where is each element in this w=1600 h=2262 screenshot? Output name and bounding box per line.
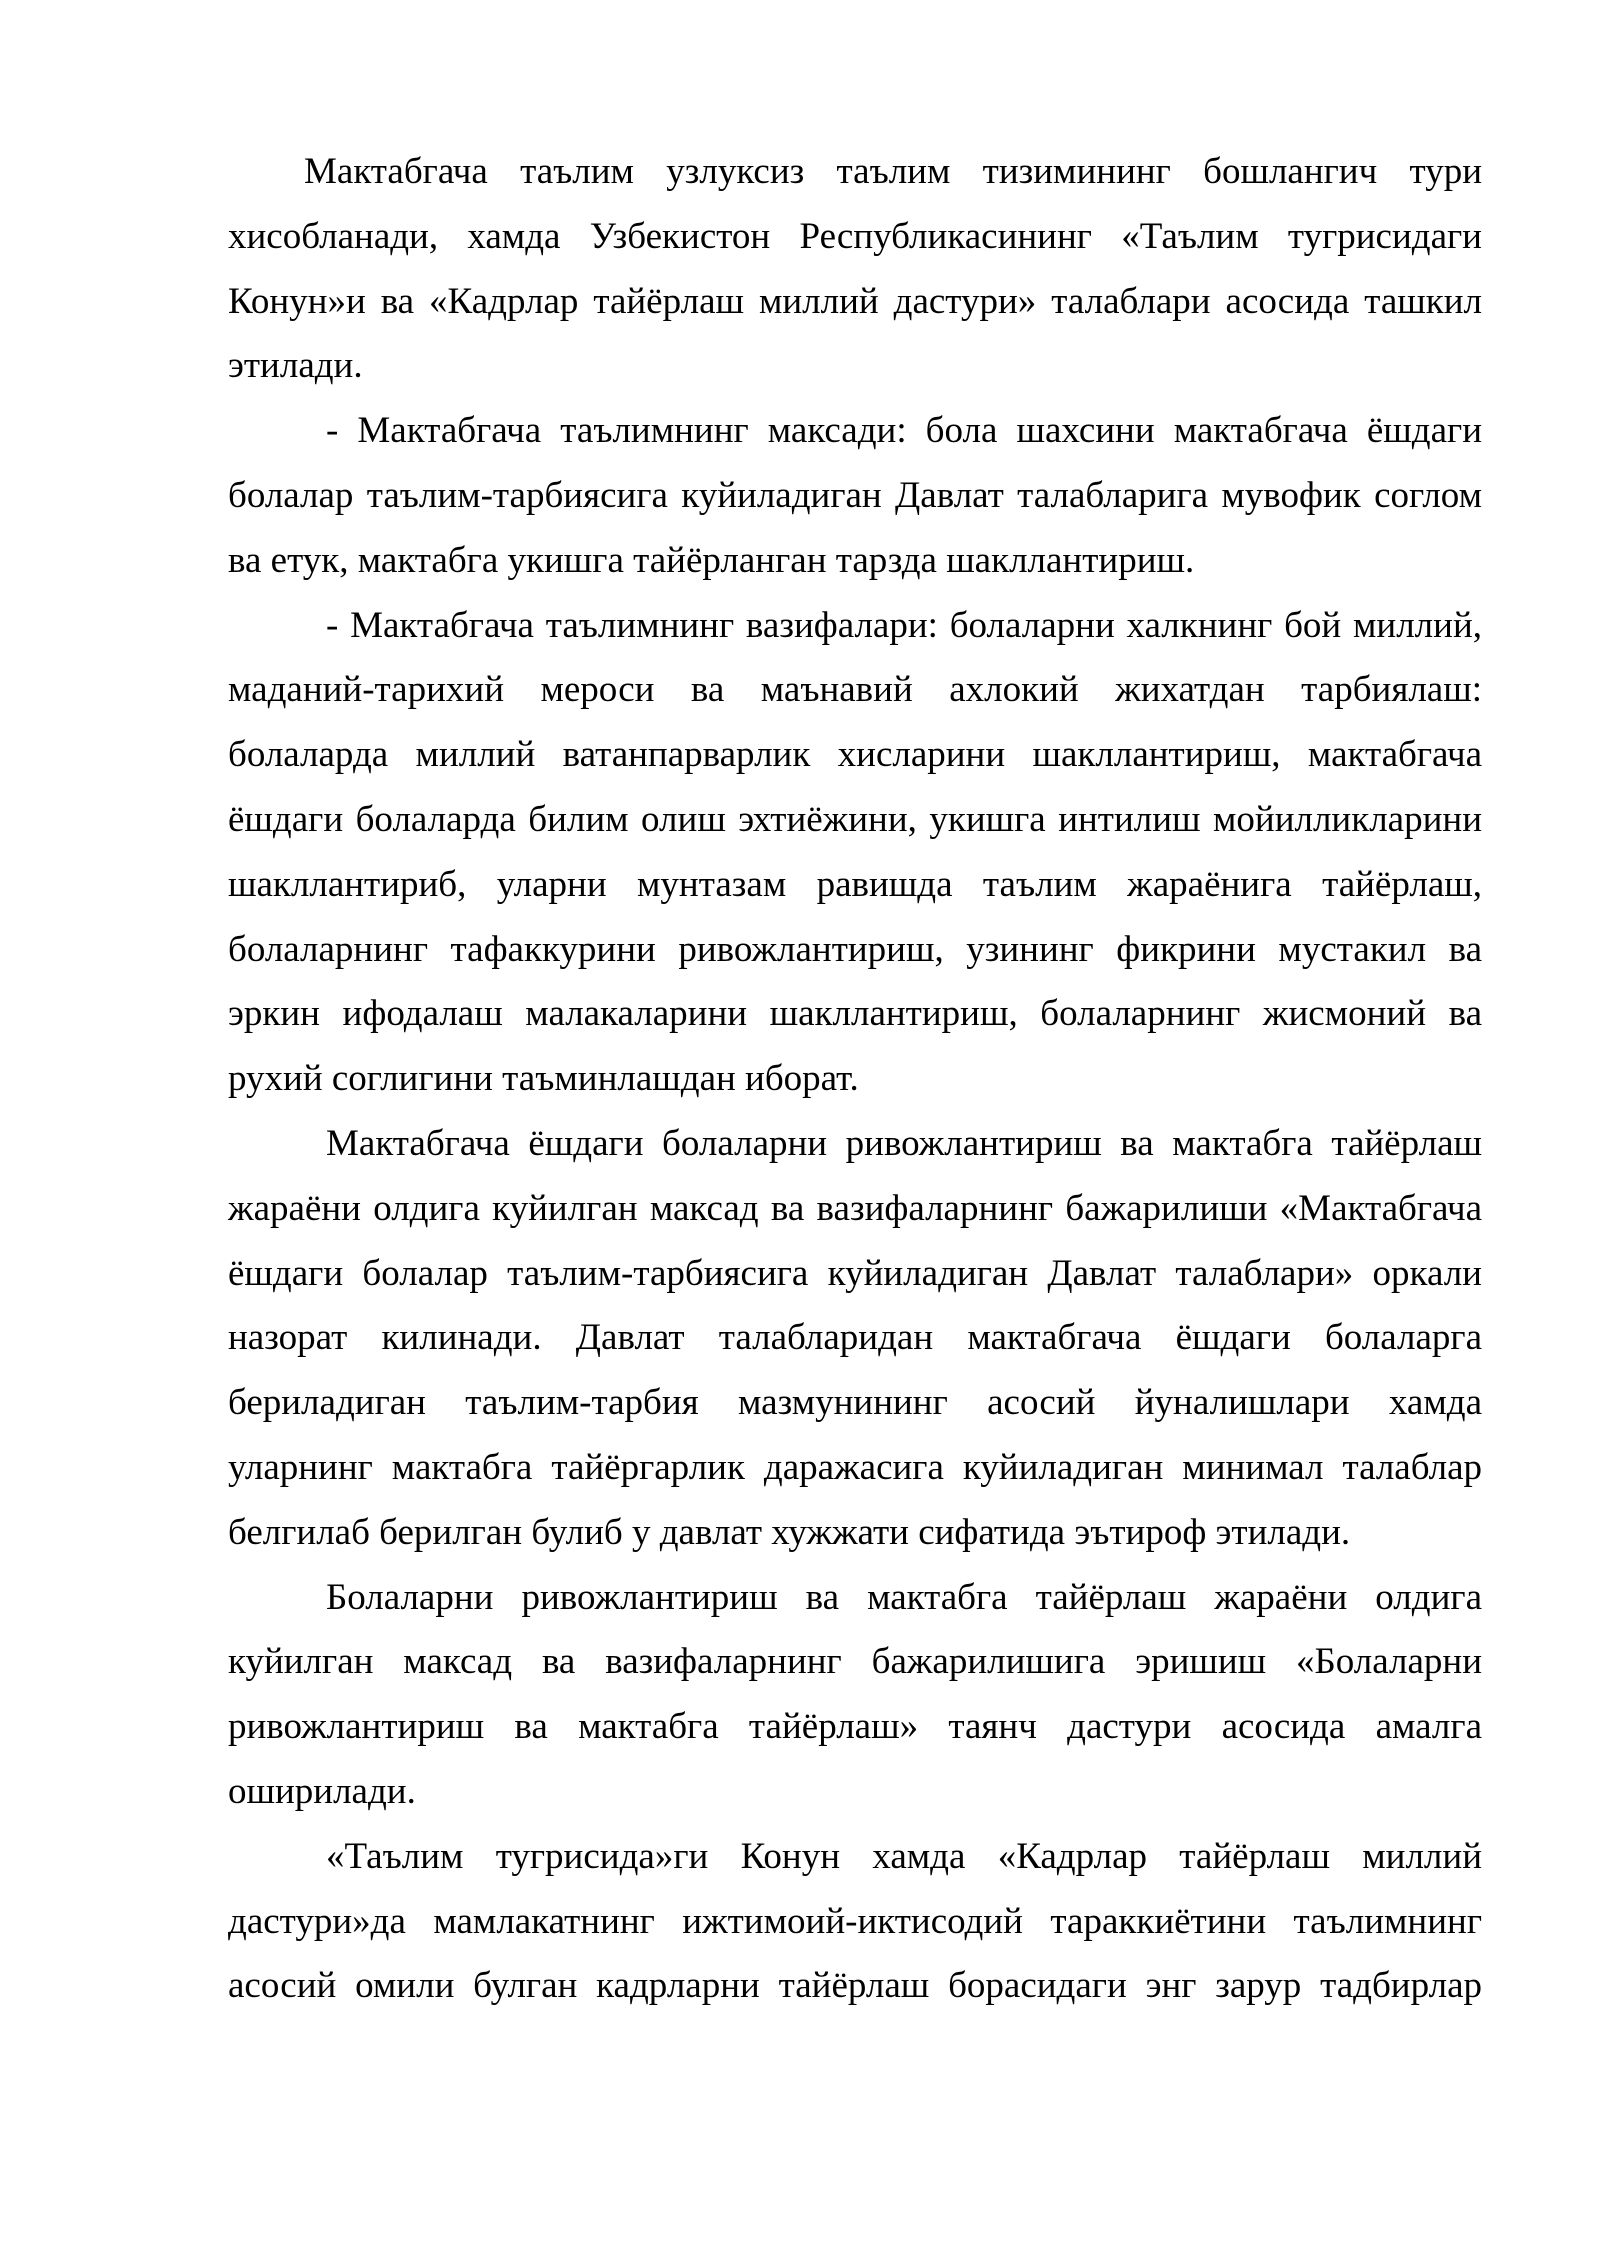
text-line: жараёни олдига куйилган максад ва вазифаларнинг бажарилиши «Мактабгача (228, 1187, 1482, 1229)
text-line: этилади. (228, 345, 363, 387)
text-line: шакллантириб, уларни мунтазам равишда таълим жараёнига тайёрлаш, (228, 863, 1482, 905)
text-line: болаларда миллий ватанпарварлик хисларини шакллантириш, мактабгача (228, 734, 1482, 776)
text-line: хисобланади, хамда Узбекистон Республикасининг «Таълим тугрисидаги (228, 215, 1482, 257)
paragraph-4 (228, 1112, 1482, 1566)
text-line: - Мактабгача таълимнинг вазифалари: болаларни халкнинг бой миллий, (326, 604, 1482, 646)
text-line: «Таълим тугрисида»ги Конун хамда «Кадрлар тайёрлаш миллий (326, 1835, 1482, 1877)
paragraph-1 (228, 140, 1482, 399)
text-line: куйилган максад ва вазифаларнинг бажарилишига эришиш «Болаларни (228, 1641, 1482, 1683)
text-line: ривожлантириш ва мактабга тайёрлаш» таянч дастури асосида амалга (228, 1706, 1482, 1748)
text-line: болаларнинг тафаккурини ривожлантириш, узининг фикрини мустакил ва (228, 928, 1482, 970)
paragraph-2 (228, 399, 1482, 593)
document-body (228, 140, 1482, 2019)
text-line: - Мактабгача таълимнинг максади: бола шахсини мактабгача ёшдаги (326, 410, 1482, 452)
text-line: ёшдаги болаларда билим олиш эхтиёжини, укишга интилиш мойилликларини (228, 798, 1482, 840)
text-line: ёшдаги болалар таълим-тарбиясига куйиладиган Давлат талаблари» оркали (228, 1252, 1482, 1294)
text-line: белгилаб берилган булиб у давлат хужжати сифатида эътироф этилади. (228, 1511, 1351, 1553)
text-line: Мактабгача ёшдаги болаларни ривожлантириш ва мактабга тайёрлаш (326, 1122, 1482, 1164)
text-line: ва етук, мактабга укишга тайёрланган тарзда шакллантириш. (228, 539, 1195, 581)
text-line: назорат килинади. Давлат талабларидан мактабгача ёшдаги болаларга (228, 1317, 1482, 1359)
text-line: дастури»да мамлакатнинг ижтимоий-иктисодий тараккиётини таълимнинг (228, 1900, 1482, 1942)
text-line: Мактабгача таълим узлуксиз таълим тизимининг бошлангич тури (304, 151, 1482, 192)
text-line: Болаларни ривожлантириш ва мактабга тайёрлаш жараёни олдига (326, 1576, 1482, 1618)
text-line: рухий соглигини таъминлашдан иборат. (228, 1058, 859, 1100)
text-line: маданий-тарихий мероси ва маънавий ахлокий жихатдан тарбиялаш: (228, 669, 1482, 711)
text-line: оширилади. (228, 1770, 416, 1812)
paragraph-5 (228, 1566, 1482, 1825)
text-line: болалар таълим-тарбиясига куйиладиган Давлат талабларига мувофик соглом (228, 474, 1482, 516)
text-line: Конун»и ва «Кадрлар тайёрлаш миллий дастури» талаблари асосида ташкил (228, 280, 1482, 322)
text-line: уларнинг мактабга тайёргарлик даражасига куйиладиган минимал талаблар (228, 1446, 1482, 1488)
text-line: асосий омили булган кадрларни тайёрлаш борасидаги энг зарур тадбирлар (228, 1965, 1482, 2007)
text-line: бериладиган таълим-тарбия мазмунининг асосий йуналишлари хамда (228, 1382, 1482, 1424)
paragraph-3 (228, 594, 1482, 1112)
text-line: эркин ифодалаш малакаларини шакллантириш, болаларнинг жисмоний ва (228, 993, 1482, 1035)
paragraph-6 (228, 1825, 1482, 2019)
